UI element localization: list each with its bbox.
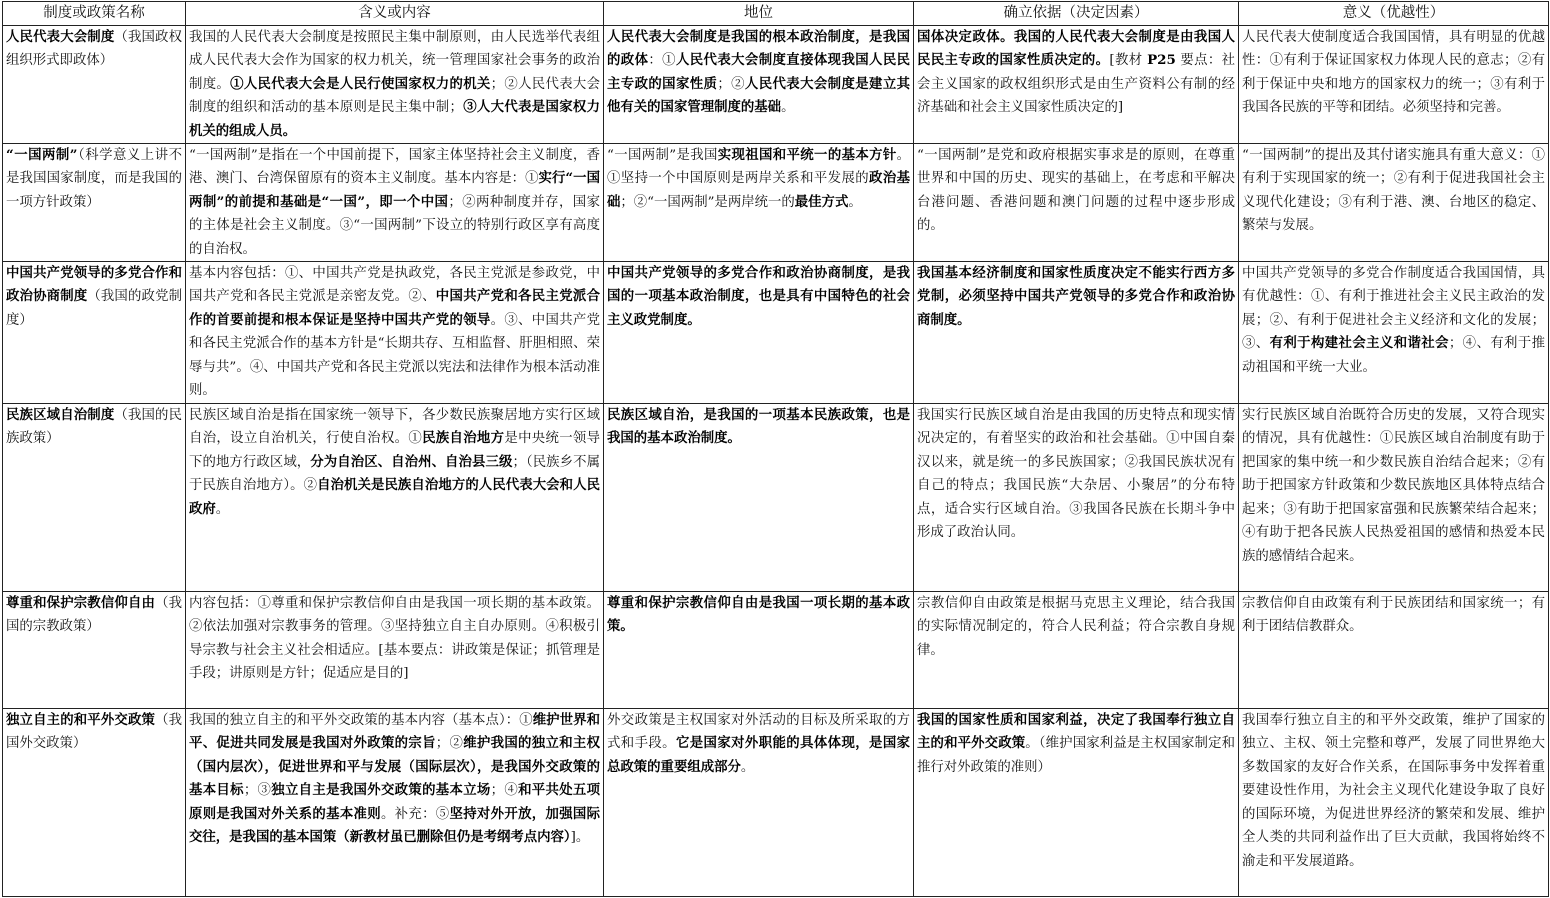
text-segment: 政治基础 [607, 170, 911, 210]
text-segment: ；③ [243, 783, 272, 799]
text-segment: 实行民族区域自治既符合历史的发展，又符合现实的情况，具有优越性：①民族区域自治制度有助于把国家的集中统一和少数民族自治结合起来；②有助于把国家方针政策和少数民族地区具体特点结合起来；③有助于把国家富强和民族繁荣结合起来；④有助于把各民族人民热爱祖国的感情和热爱本民族的感情结合起来。 [1242, 408, 1545, 564]
cell-content [186, 262, 604, 404]
text-segment: ]。 [570, 830, 590, 846]
text-segment: 国体决定政体。我国的人民代表大会制度是由我国人民民主专政的国家性质决定的。 [917, 29, 1235, 69]
text-segment: 。 [781, 100, 795, 116]
text-segment: 实现祖国和平统一的基本方针 [717, 147, 897, 164]
policy-name: 尊重和保护宗教信仰自由 [6, 595, 156, 612]
text-segment: 宗教信仰自由政策是根据马克思主义理论，结合我国的实际情况制定的，符合人民利益；符合宗教自身规律。 [917, 596, 1235, 658]
text-segment: 维护我国的独立和主权（国内层次），促进世界和平与发展（国际层次），是我国外交政策的基本目标 [189, 735, 601, 799]
text-segment: “一国两制”是指在一个中国前提下，国家主体坚持社会主义制度，香港、澳门、台湾保留原有的资本主义制度。基本内容是：① [189, 148, 600, 187]
text-segment: 和平共处五项原则是我国对外关系的基本准则 [189, 782, 601, 822]
text-segment: “一国两制”是党和政府根据实事求是的原则，在尊重世界和中国的历史、现实的基础上，在考虑和平解决台港问题、香港问题和澳门问题的过程中逐步形成的。 [917, 148, 1235, 234]
table-row [3, 262, 1549, 404]
cell-meaning [1239, 144, 1549, 262]
text-segment: 实行“一国两制”的前提和基础是“一国”，即一个中国 [189, 170, 601, 210]
text-segment: 它是国家对外职能的具体体现，是国家总政策的重要组成部分 [607, 735, 911, 775]
text-segment: 外交政策是主权国家对外活动的目标及所采取的方式和手段。 [607, 713, 910, 752]
cell-policy-name [3, 592, 186, 709]
text-segment: [教材 [1109, 53, 1148, 69]
header-status: 地位 [604, 2, 914, 26]
text-segment: 我国的独立自主的和平外交政策的基本内容（基本点）：① [189, 713, 533, 729]
cell-status [604, 144, 914, 262]
text-segment: 我国奉行独立自主的和平外交政策，维护了国家的独立、主权、领土完整和尊严，发展了同世界绝大多数国家的友好合作关系，在国际事务中发挥着重要建设性作用，为社会主义现代化建设争取了良好的国际环境，为促进世界经济的繁荣和发展、维护全人类的共同利益作出了巨大贡献，我国将始终不渝走和平发展道路。 [1242, 713, 1545, 869]
cell-policy-name [3, 26, 186, 144]
text-segment: 民族区域自治，是我国的一项基本民族政策，也是我国的基本政治制度。 [607, 407, 910, 447]
policy-name: 人民代表大会制度 [6, 29, 115, 45]
cell-basis [914, 144, 1239, 262]
cell-content [186, 26, 604, 144]
text-segment: 中国共产党领导的多党合作和政治协商制度，是我国的一项基本政治制度，也是具有中国特色的社会主义政党制度。 [607, 265, 910, 328]
text-segment: ；② [717, 76, 745, 92]
text-segment: ；②两种制度并存，国家的主体是社会主义制度。③“一国两制”下设立的特别行政区享有高度的自治权。 [189, 194, 601, 257]
text-segment: 独立自主是我国外交政策的基本立场 [271, 782, 491, 799]
text-segment: 最佳方式 [794, 193, 849, 210]
text-segment: 。 [848, 194, 862, 210]
text-segment: 民族区域自治是指在国家统一领导下，各少数民族聚居地方实行区域自治，设立自治机关，行使自治权。① [189, 408, 600, 447]
cell-basis [914, 404, 1239, 592]
cell-basis [914, 592, 1239, 709]
policy-comparison-table [2, 1, 1549, 897]
cell-status [604, 592, 914, 709]
text-segment: 。补充：⑤ [380, 806, 450, 822]
text-segment: 我国的国家性质和国家利益，决定了我国奉行独立自主的和平外交政策 [917, 712, 1235, 752]
text-segment: 要点：社会主义国家的政权组织形式是由生产资料公有制的经济基础和社会主义国家性质决定的] [917, 53, 1236, 116]
cell-meaning [1239, 592, 1549, 709]
text-segment: 人民代表大会制度是建立其他有关的国家管理制度的基础 [607, 75, 911, 116]
cell-policy-name [3, 404, 186, 592]
text-segment: “一国两制”的提出及其付诸实施具有重大意义：①有利于实现国家的统一；②有利于促进我国社会主义现代化建设；③有利于港、澳、台地区的稳定、繁荣与发展。 [1242, 148, 1545, 234]
text-segment: ③人大代表是国家权力机关的组成人员。 [189, 99, 601, 139]
policy-name-note: （我国的民族政策） [6, 408, 182, 447]
text-segment: 。 [740, 759, 755, 775]
text-segment: 基本内容包括：①、中国共产党是执政党，各民主党派是参政党，中国共产党和各民主党派是亲密友党。②、 [189, 266, 600, 305]
text-segment: 我国基本经济制度和国家性质度决定不能实行西方多党制，必须坚持中国共产党领导的多党合作和政治协商制度。 [917, 265, 1235, 328]
table-row [3, 144, 1549, 262]
cell-policy-name [3, 709, 186, 897]
text-segment: 坚持对外开放，加强国际交往，是我国的基本国策（新教材虽已删除但仍是考纲考点内容） [189, 805, 601, 846]
text-segment: 我国实行民族区域自治是由我国的历史特点和现实情况决定的，有着坚实的政治和社会基础。①中国自秦汉以来，就是统一的多民族国家；②我国民族状况有自己的特点；我国民族“大杂居、小聚居”的分布特点，适合实行区域自治。③我国各民族在长期斗争中形成了政治认同。 [917, 408, 1235, 541]
cell-basis [914, 262, 1239, 404]
text-segment: 民族自治地方 [422, 430, 505, 447]
table-row [3, 592, 1549, 709]
text-segment: ；④ [490, 783, 519, 799]
policy-name: 中国共产党领导的多党合作和政治协商制度 [6, 265, 182, 305]
cell-policy-name [3, 262, 186, 404]
text-segment: ①人民代表大会是人民行使国家权力的机关 [230, 75, 491, 92]
header-meaning: 意义（优越性） [1239, 2, 1549, 26]
policy-name-note: （我国外交政策） [6, 713, 183, 752]
policy-name: 独立自主的和平外交政策 [6, 712, 156, 729]
policy-name: 民族区域自治制度 [6, 407, 115, 424]
text-segment: 宗教信仰自由政策有利于民族团结和国家统一；有利于团结信教群众。 [1242, 596, 1545, 635]
text-segment: 人民代表大会制度直接体现我国人民民主专政的国家性质 [607, 52, 911, 92]
policy-name-note: （科学意义上讲不是我国国家制度，而是我国的一项方针政策） [6, 148, 182, 210]
cell-status [604, 262, 914, 404]
cell-meaning [1239, 26, 1549, 144]
text-segment: 。（维护国家利益是主权国家制定和推行对外政策的准则） [917, 736, 1235, 775]
policy-name-note: （我国的宗教政策） [6, 596, 183, 635]
text-segment: 。 [215, 501, 230, 517]
cell-status [604, 709, 914, 897]
cell-basis [914, 26, 1239, 144]
table-row [3, 709, 1549, 897]
cell-content [186, 592, 604, 709]
text-segment: 中国共产党和各民主党派合作的首要前提和根本保证是坚持中国共产党的领导 [189, 288, 601, 328]
policy-name-note: （我国的政党制度） [6, 289, 183, 328]
text-segment: 人民代表大会制度是我国的根本政治制度，是我国的政体 [607, 29, 910, 69]
text-segment: ；② [435, 736, 464, 752]
text-segment: 有利于构建社会主义和谐社会 [1269, 335, 1449, 352]
policy-name: “一国两制” [6, 147, 78, 164]
text-segment: 中国共产党领导的多党合作制度适合我国国情，具有优越性：①、有利于推进社会主义民主政治的发展；②、有利于促进社会主义经济和文化的发展；③、 [1242, 266, 1545, 352]
header-name: 制度或政策名称 [3, 2, 186, 26]
cell-policy-name [3, 144, 186, 262]
text-segment: 分为自治区、自治州、自治县三级 [310, 453, 513, 470]
text-segment: 内容包括：①尊重和保护宗教信仰自由是我国一项长期的基本政策。②依法加强对宗教事务的管理。③坚持独立自主自办原则。④积极引导宗教与社会主义社会相适应。[基本要点：讲政策是保证；抓管理是手段；讲原则是方针；促适应是目的] [189, 596, 600, 682]
header-row [3, 2, 1549, 26]
text-segment: 人民代表大使制度适合我国国情，具有明显的优越性：①有利于保证国家权力体现人民的意志；②有利于保证中央和地方的国家权力的统一；③有利于我国各民族的平等和团结。必须坚持和完善。 [1242, 30, 1545, 116]
table-row [3, 404, 1549, 592]
text-segment: 尊重和保护宗教信仰自由是我国一项长期的基本政策。 [607, 595, 910, 635]
text-segment: ；④、有利于推动祖国和平统一大业。 [1242, 336, 1546, 375]
table-body [3, 26, 1549, 897]
text-segment: 自治机关是民族自治地方的人民代表大会和人民政府 [189, 477, 600, 517]
text-segment: ；②“一国两制”是两岸统一的 [620, 194, 795, 210]
cell-status [604, 26, 914, 144]
text-segment: 我国的人民代表大会制度是按照民主集中制原则，由人民选举代表组成人民代表大会作为国家的权力机关，统一管理国家社会事务的政治制度。 [189, 30, 600, 92]
text-segment: 。③、中国共产党和各民主党派合作的基本方针是“长期共存、互相监督、肝胆相照、荣辱与共”。④、中国共产党和各民主党派以宪法和法律作为根本活动准则。 [189, 312, 601, 399]
cell-meaning [1239, 709, 1549, 897]
text-segment: ；（民族乡不属于民族自治地方）。② [189, 454, 601, 494]
text-segment: ：① [648, 53, 676, 69]
cell-basis [914, 709, 1239, 897]
cell-status [604, 404, 914, 592]
table-row [3, 26, 1549, 144]
cell-meaning [1239, 404, 1549, 592]
text-segment: 。①坚持一个中国原则是两岸关系和平发展的 [607, 148, 911, 187]
header-basis: 确立依据（决定因素） [914, 2, 1239, 26]
text-segment: 是中央统一领导下的地方行政区域， [189, 431, 601, 470]
policy-name-note: （我国政权组织形式即政体） [6, 30, 182, 69]
text-segment: P25 [1147, 52, 1176, 69]
cell-meaning [1239, 262, 1549, 404]
cell-content [186, 144, 604, 262]
text-segment: “一国两制”是我国 [607, 148, 718, 164]
cell-content [186, 404, 604, 592]
text-segment: 维护世界和平、促进共同发展是我国对外政策的宗旨 [189, 712, 600, 752]
cell-content [186, 709, 604, 897]
header-content: 含义或内容 [186, 2, 604, 26]
text-segment: ；②人民代表大会制度的组织和活动的基本原则是民主集中制； [189, 76, 601, 116]
